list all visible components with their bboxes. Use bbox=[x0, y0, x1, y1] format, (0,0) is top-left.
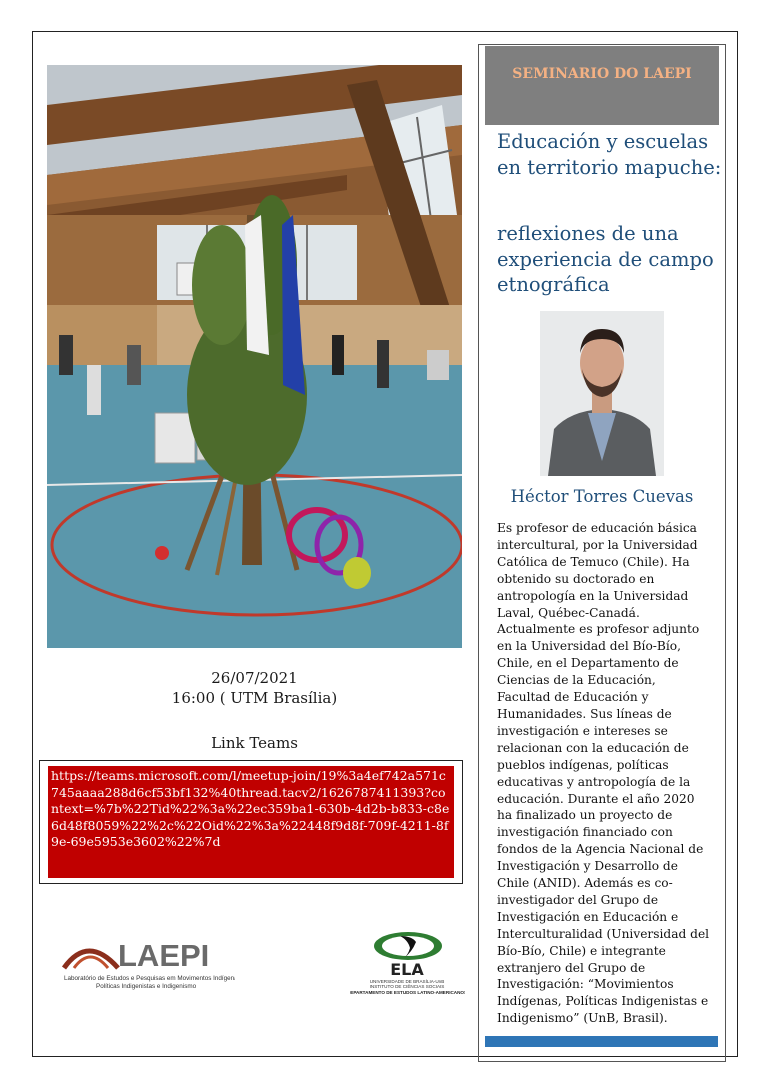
laepi-wordmark: LAEPI bbox=[118, 938, 210, 973]
event-time: 16:00 ( UTM Brasília) bbox=[171, 689, 338, 707]
laepi-logo bbox=[60, 930, 235, 1000]
ela-line-2: INSTITUTO DE CIÊNCIAS SOCIAIS bbox=[369, 984, 445, 989]
bottom-accent-bar bbox=[485, 1036, 718, 1047]
laepi-line-1: Laboratório de Estudos e Pesquisas em Movimentos Indígenas bbox=[64, 975, 235, 982]
speaker-portrait bbox=[540, 311, 664, 476]
speaker-bio: Es profesor de educación básica intercultural, por la Universidad Católica de Temuco (Chile). Ha obtenido su doctorado en antropología en la Universidad Laval, Québec-Canadá. Actualmente es profesor adjunto en la Universidad del Bío-Bío, Chile, en el Departamento de Ciencias de la Educación, Facultad de Educación y Humanidades. Sus líneas de investigación e intereses se relacionan con la educación de pueblos indígenas, políticas educativas y antropología de la educación. Durante el año 2020 ha finalizado un proyecto de investigación financiado con fondos de la Agencia Nacional de Investigación y Desarrollo de Chile (ANID). Además es co-investigador del Grupo de Investigación en Educación e Interculturalidad (Universidad del Bío-Bío, Chile) e integrante extranjero del Grupo de Investigación: “Movimientos Indígenas, Políticas Indigenistas e Indigenismo” (UnB, Brasil). bbox=[497, 521, 710, 1026]
ela-wordmark: ELA bbox=[390, 960, 424, 979]
speaker-name: Héctor Torres Cuevas bbox=[510, 487, 694, 506]
talk-subtitle: reflexiones de una experiencia de campo etnográfica bbox=[497, 222, 714, 296]
ela-line-1: UNIVERSIDADE DE BRASÍLIA-UnB bbox=[369, 979, 445, 984]
teams-link[interactable]: https://teams.microsoft.com/l/meetup-join/19%3a4ef742a571c745aaaa288d6cf53bf132%40thread.tacv2/1626787411393?context=%7b%22Tid%22%3a%22ec359ba1-630b-4d2b-b833-c8e6d48f8059%22%2c%22Oid%22%3a%22448f9d8f-709f-4211-8f9e-69e5953e3602%22%7d bbox=[48, 766, 454, 878]
event-date: 26/07/2021 bbox=[211, 669, 298, 687]
laepi-line-2: Políticas Indigenistas e Indigenismo bbox=[96, 983, 197, 990]
seminar-banner: SEMINARIO DO LAEPI bbox=[485, 46, 719, 125]
event-date-time bbox=[47, 668, 462, 708]
ela-logo bbox=[350, 928, 465, 1000]
gymnasium-photo bbox=[47, 65, 462, 648]
talk-title: Educación y escuelas en territorio mapuche: bbox=[497, 130, 722, 179]
ela-line-3: DEPARTAMENTO DE ESTUDOS LATINO-AMERICANOS bbox=[350, 990, 465, 995]
link-label: Link Teams bbox=[211, 734, 298, 752]
